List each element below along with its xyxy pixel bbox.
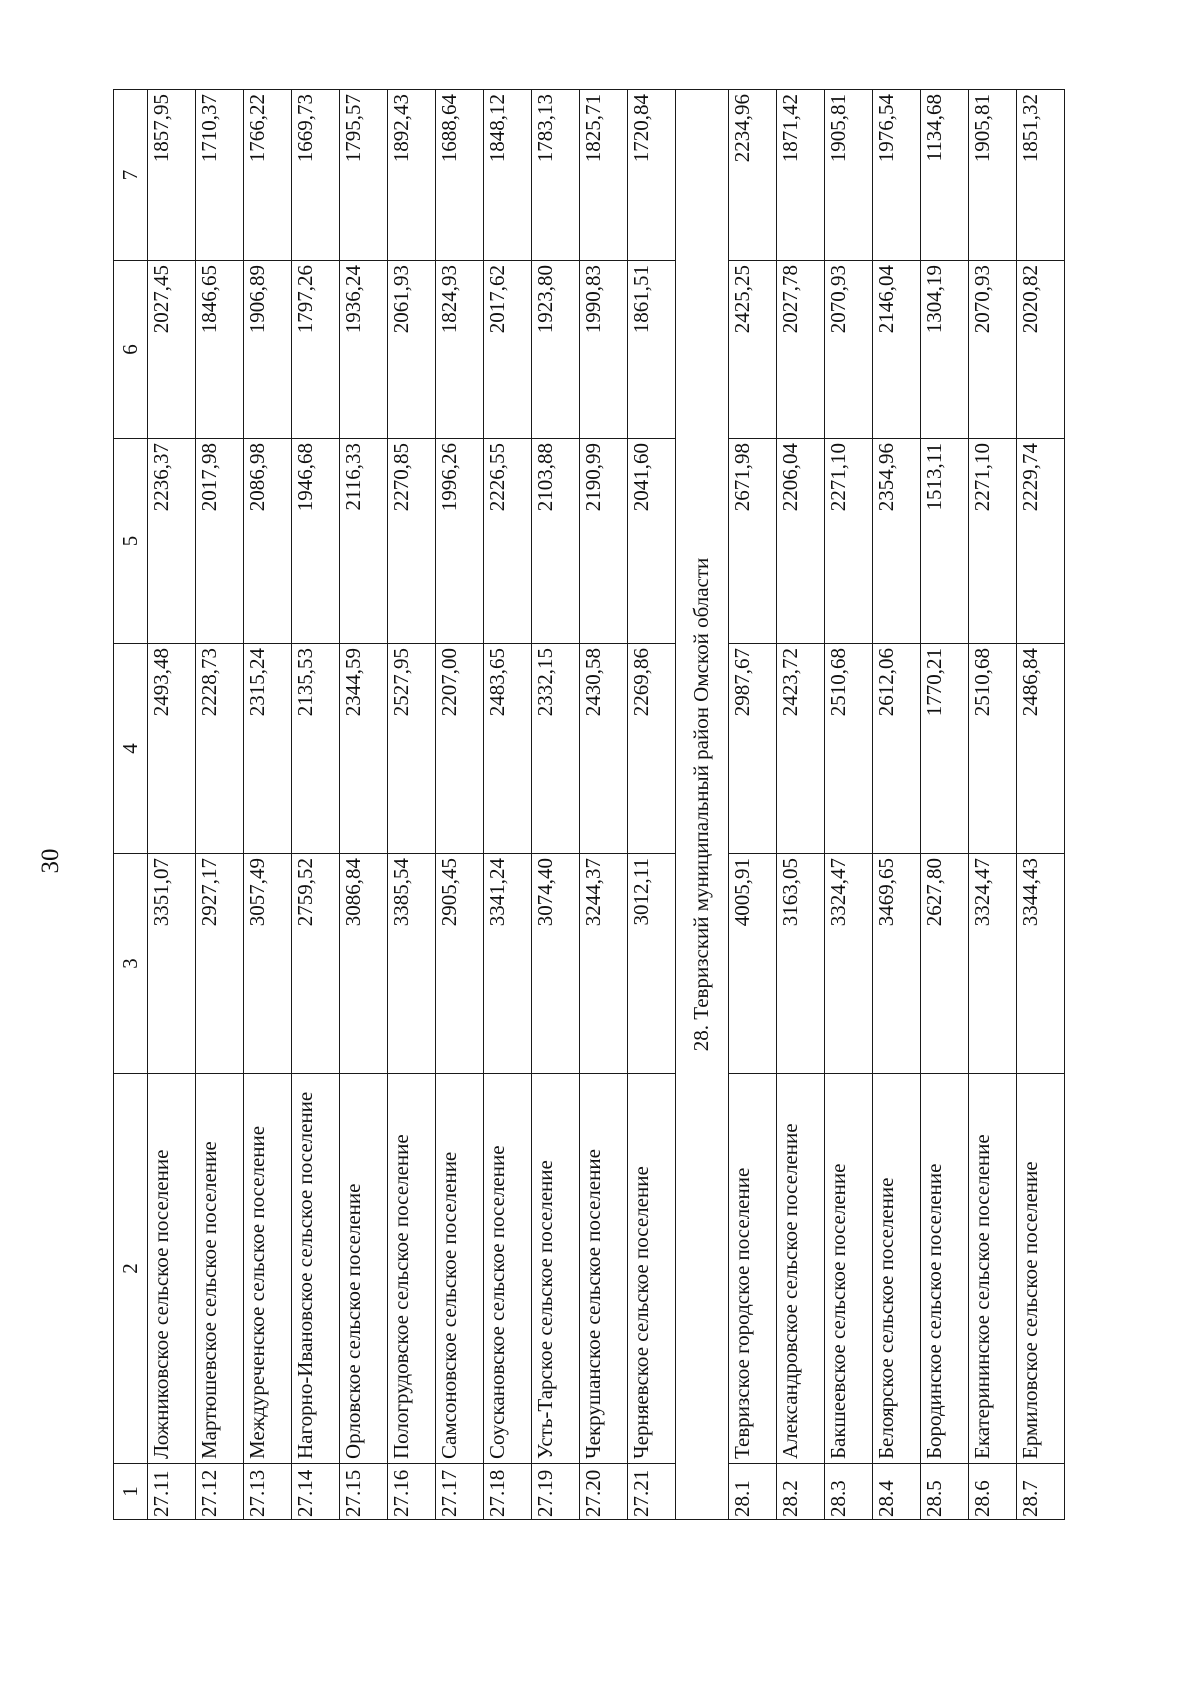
- value-col6: 2146,04: [872, 261, 920, 439]
- value-col5: 2236,37: [148, 439, 196, 644]
- value-col3: 3344,43: [1016, 854, 1064, 1074]
- column-header: 2: [114, 1074, 148, 1464]
- table-row: [968, 90, 1016, 1520]
- value-col5: 2229,74: [1016, 439, 1064, 644]
- value-col4: 2430,58: [579, 644, 627, 854]
- table-row: [920, 90, 968, 1520]
- value-col5: 2206,04: [777, 439, 825, 644]
- value-col7: 1720,84: [627, 90, 675, 261]
- settlement-name: Нагорно-Ивановское сельское поселение: [291, 1074, 339, 1464]
- row-code: 27.12: [195, 1464, 243, 1520]
- settlement-name: Тевризское городское поселение: [729, 1074, 777, 1464]
- row-code: 28.1: [729, 1464, 777, 1520]
- column-header: 1: [114, 1464, 148, 1520]
- value-col6: 1923,80: [531, 261, 579, 439]
- value-col5: 2671,98: [729, 439, 777, 644]
- settlement-name: Ложниковское сельское поселение: [148, 1074, 196, 1464]
- value-col5: 2086,98: [243, 439, 291, 644]
- value-col4: 2332,15: [531, 644, 579, 854]
- row-code: 27.21: [627, 1464, 675, 1520]
- value-col7: 1848,12: [483, 90, 531, 261]
- table-row: [729, 90, 777, 1520]
- value-col7: 1871,42: [777, 90, 825, 261]
- row-code: 27.17: [435, 1464, 483, 1520]
- value-col6: 1304,19: [920, 261, 968, 439]
- table-row: [483, 90, 531, 1520]
- table-row: [579, 90, 627, 1520]
- value-col3: 3057,49: [243, 854, 291, 1074]
- settlement-name: Александровское сельское поселение: [777, 1074, 825, 1464]
- table-row: [627, 90, 675, 1520]
- value-col4: 2423,72: [777, 644, 825, 854]
- settlement-name: Мартюшевское сельское поселение: [195, 1074, 243, 1464]
- value-col3: 2927,17: [195, 854, 243, 1074]
- value-col4: 2483,65: [483, 644, 531, 854]
- table-row: [872, 90, 920, 1520]
- value-col4: 2493,48: [148, 644, 196, 854]
- value-col7: 1825,71: [579, 90, 627, 261]
- value-col7: 1976,54: [872, 90, 920, 261]
- row-code: 27.19: [531, 1464, 579, 1520]
- value-col3: 2905,45: [435, 854, 483, 1074]
- value-col4: 2315,24: [243, 644, 291, 854]
- value-col6: 1936,24: [339, 261, 387, 439]
- value-col4: 2612,06: [872, 644, 920, 854]
- value-col6: 2027,78: [777, 261, 825, 439]
- value-col6: 1906,89: [243, 261, 291, 439]
- value-col5: 1946,68: [291, 439, 339, 644]
- row-code: 28.7: [1016, 1464, 1064, 1520]
- value-col7: 1783,13: [531, 90, 579, 261]
- settlement-name: Усть-Тарское сельское поселение: [531, 1074, 579, 1464]
- value-col4: 2510,68: [825, 644, 873, 854]
- settlement-name: Бакшеевское сельское поселение: [825, 1074, 873, 1464]
- row-code: 27.11: [148, 1464, 196, 1520]
- column-header: 4: [114, 644, 148, 854]
- value-col7: 1710,37: [195, 90, 243, 261]
- row-code: 28.3: [825, 1464, 873, 1520]
- row-code: 27.16: [387, 1464, 435, 1520]
- settlement-name: Пологрудовское сельское поселение: [387, 1074, 435, 1464]
- value-col5: 2017,98: [195, 439, 243, 644]
- value-col4: 2135,53: [291, 644, 339, 854]
- value-col3: 3385,54: [387, 854, 435, 1074]
- value-col5: 2041,60: [627, 439, 675, 644]
- settlement-name: Самсоновское сельское поселение: [435, 1074, 483, 1464]
- value-col6: 1797,26: [291, 261, 339, 439]
- page-number: 30: [37, 848, 64, 874]
- value-col7: 1905,81: [825, 90, 873, 261]
- value-col5: 2354,96: [872, 439, 920, 644]
- settlement-name: Екатерининское сельское поселение: [968, 1074, 1016, 1464]
- row-code: 27.15: [339, 1464, 387, 1520]
- value-col3: 3012,11: [627, 854, 675, 1074]
- value-col7: 1857,95: [148, 90, 196, 261]
- table-row: [195, 90, 243, 1520]
- table-body-part1: [148, 90, 676, 1520]
- value-col5: 2270,85: [387, 439, 435, 644]
- value-col4: 2510,68: [968, 644, 1016, 854]
- value-col4: 1770,21: [920, 644, 968, 854]
- column-header: 3: [114, 854, 148, 1074]
- value-col3: 3074,40: [531, 854, 579, 1074]
- value-col3: 3244,37: [579, 854, 627, 1074]
- value-col3: 3324,47: [825, 854, 873, 1074]
- row-code: 28.5: [920, 1464, 968, 1520]
- table-row: [777, 90, 825, 1520]
- value-col5: 2271,10: [825, 439, 873, 644]
- value-col6: 2017,62: [483, 261, 531, 439]
- value-col5: 1996,26: [435, 439, 483, 644]
- value-col6: 1861,51: [627, 261, 675, 439]
- value-col4: 2486,84: [1016, 644, 1064, 854]
- row-code: 28.2: [777, 1464, 825, 1520]
- table-row: [339, 90, 387, 1520]
- value-col7: 1766,22: [243, 90, 291, 261]
- value-col5: 2271,10: [968, 439, 1016, 644]
- value-col7: 1905,81: [968, 90, 1016, 261]
- value-col4: 2228,73: [195, 644, 243, 854]
- value-col6: 2425,25: [729, 261, 777, 439]
- column-header: 5: [114, 439, 148, 644]
- value-col6: 2070,93: [825, 261, 873, 439]
- settlement-name: Бородинское сельское поселение: [920, 1074, 968, 1464]
- rotated-table-container: [113, 90, 1065, 1520]
- row-code: 27.14: [291, 1464, 339, 1520]
- value-col6: 1824,93: [435, 261, 483, 439]
- value-col5: 2226,55: [483, 439, 531, 644]
- table-row: [243, 90, 291, 1520]
- row-code: 28.4: [872, 1464, 920, 1520]
- value-col4: 2269,86: [627, 644, 675, 854]
- settlement-name: Черняевское сельское поселение: [627, 1074, 675, 1464]
- settlement-name: Соускановское сельское поселение: [483, 1074, 531, 1464]
- row-code: 27.20: [579, 1464, 627, 1520]
- row-code: 28.6: [968, 1464, 1016, 1520]
- value-col6: 1990,83: [579, 261, 627, 439]
- value-col7: 2234,96: [729, 90, 777, 261]
- value-col3: 3341,24: [483, 854, 531, 1074]
- column-header: 7: [114, 90, 148, 261]
- value-col3: 3324,47: [968, 854, 1016, 1074]
- table-row: [435, 90, 483, 1520]
- value-col3: 3351,07: [148, 854, 196, 1074]
- settlement-name: Ермиловское сельское поселение: [1016, 1074, 1064, 1464]
- value-col5: 2116,33: [339, 439, 387, 644]
- table-row: [825, 90, 873, 1520]
- settlement-name: Чекрушанское сельское поселение: [579, 1074, 627, 1464]
- value-col4: 2527,95: [387, 644, 435, 854]
- value-col7: 1134,68: [920, 90, 968, 261]
- section-title: 28. Тевризский муниципальный район Омской области: [675, 90, 728, 1520]
- value-col5: 1513,11: [920, 439, 968, 644]
- value-col7: 1795,57: [339, 90, 387, 261]
- settlement-name: Орловское сельское поселение: [339, 1074, 387, 1464]
- value-col6: 2061,93: [387, 261, 435, 439]
- settlement-name: Белоярское сельское поселение: [872, 1074, 920, 1464]
- value-col5: 2190,99: [579, 439, 627, 644]
- value-col4: 2207,00: [435, 644, 483, 854]
- value-col3: 3086,84: [339, 854, 387, 1074]
- row-code: 27.13: [243, 1464, 291, 1520]
- value-col6: 2027,45: [148, 261, 196, 439]
- value-col6: 2070,93: [968, 261, 1016, 439]
- value-col3: 2759,52: [291, 854, 339, 1074]
- value-col7: 1892,43: [387, 90, 435, 261]
- value-col7: 1851,32: [1016, 90, 1064, 261]
- value-col3: 3469,65: [872, 854, 920, 1074]
- value-col3: 3163,05: [777, 854, 825, 1074]
- value-col3: 4005,91: [729, 854, 777, 1074]
- value-col4: 2344,59: [339, 644, 387, 854]
- table-row: [291, 90, 339, 1520]
- value-col5: 2103,88: [531, 439, 579, 644]
- value-col6: 1846,65: [195, 261, 243, 439]
- table-row: [1016, 90, 1064, 1520]
- section-row: [675, 90, 728, 1520]
- value-col7: 1669,73: [291, 90, 339, 261]
- value-col3: 2627,80: [920, 854, 968, 1074]
- settlement-name: Междуреченское сельское поселение: [243, 1074, 291, 1464]
- table-row: [531, 90, 579, 1520]
- table-row: [387, 90, 435, 1520]
- header-row: [114, 90, 148, 1520]
- table-body-part2: [729, 90, 1065, 1520]
- column-header: 6: [114, 261, 148, 439]
- settlements-table: [113, 89, 1065, 1520]
- value-col4: 2987,67: [729, 644, 777, 854]
- value-col7: 1688,64: [435, 90, 483, 261]
- row-code: 27.18: [483, 1464, 531, 1520]
- table-row: [148, 90, 196, 1520]
- value-col6: 2020,82: [1016, 261, 1064, 439]
- section-header-body: [675, 90, 728, 1520]
